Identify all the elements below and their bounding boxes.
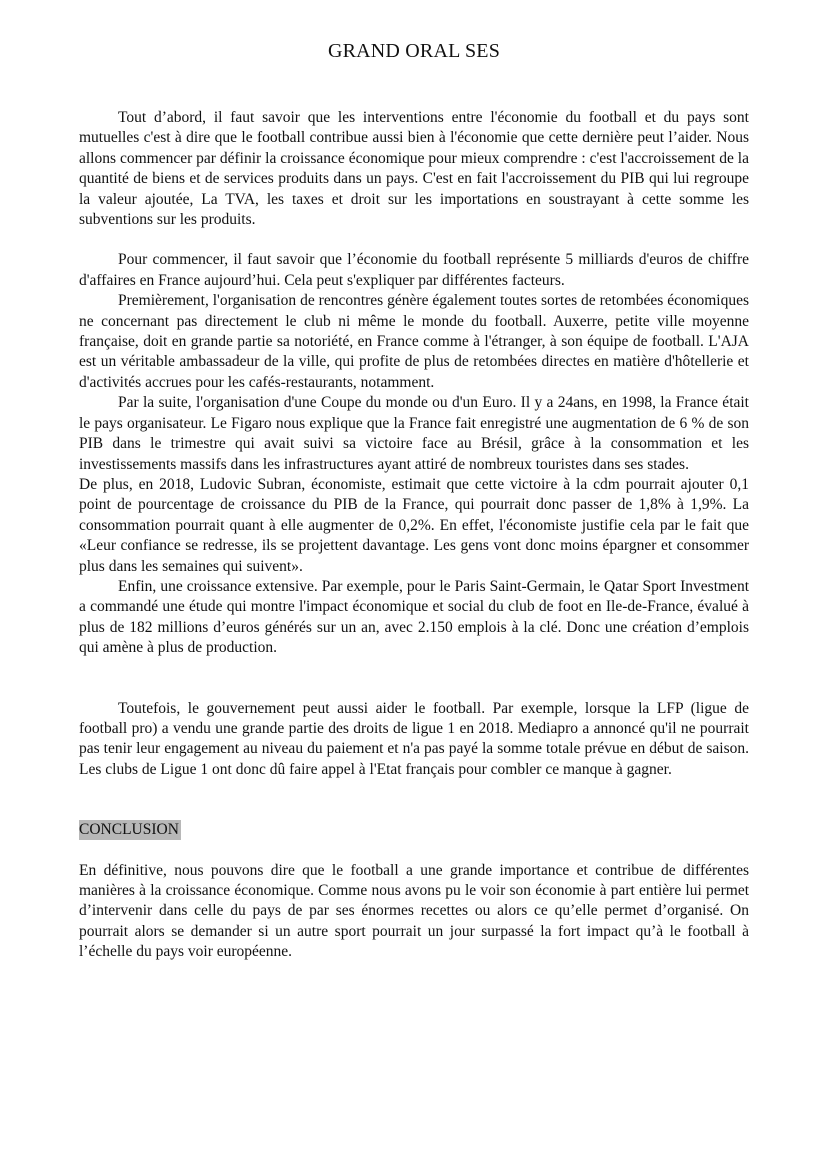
paragraph-spacer [79,780,749,820]
paragraph-toutefois: Toutefois, le gouvernement peut aussi aider le football. Par exemple, lorsque la LFP (ligue de football pro) a vendu une grande partie des droits de ligue 1 en 2018. Mediapro a annoncé qu'il ne pourrait pas tenir leur engagement au niveau du paiement et n'a pas payé la somme totale prévue en début de saison. Les clubs de Ligue 1 ont donc dû faire appel à l'Etat français pour combler ce manque à gagner. [79,699,749,778]
conclusion-heading: CONCLUSION [79,821,179,839]
paragraph-intro: Tout d’abord, il faut savoir que les interventions entre l'économie du football et du pays sont mutuelles c'est à dire que le football contribue aussi bien à l'économie que cette dernière peut l’aider. Nous allons commencer par définir la croissance économique pour mieux comprendre : c'est l'accroissement de la quantité de biens et de services produits dans un pays. C'est en fait l'accroissement du PIB qui lui regroupe la valeur ajoutée, La TVA, les taxes et droit sur les importations en soustrayant à cette somme les subventions sur les produits. [79,109,749,229]
paragraph-spacer [79,841,749,861]
document-body [79,108,749,963]
paragraph-spacer [79,659,749,699]
paragraph-enfin: Enfin, une croissance extensive. Par exemple, pour le Paris Saint-Germain, le Qatar Sport Investment a commandé une étude qui montre l'impact économique et social du club de foot en Ile-de-France, évalué à plus de 182 millions d’euros générés sur un an, avec 2.150 emplois à la clé. Donc une création d’emplois qui amène à plus de production. [79,577,749,657]
paragraph-de-plus: De plus, en 2018, Ludovic Subran, économiste, estimait que cette victoire à la cdm pourrait ajouter 0,1 point de pourcentage de croissance du PIB de la France, qui pourrait donc passer de 1,8% à 1,9%. La consommation pourrait quant à elle augmenter de 0,2%. En effet, l'économiste justifie cela par le fait que «Leur confiance se redresse, ils se projettent davantage. Les gens vont donc moins épargner et consommer plus dans les semaines qui suivent». [79,475,749,575]
paragraph-premierement: Premièrement, l'organisation de rencontres génère également toutes sortes de retombées économiques ne concernant pas directement le club ni même le monde du football. Auxerre, petite ville moyenne française, doit en grande partie sa notoriété, en France comme à l'étranger, à son équipe de football. L'AJA est un véritable ambassadeur de la ville, qui profite de plus de retombées directes en matière d'hôtellerie et d'activités accrues pour les cafés-restaurants, notamment. [79,292,749,391]
paragraph-spacer [79,230,749,250]
paragraph-pour-commencer: Pour commencer, il faut savoir que l’économie du football représente 5 milliards d'euros de chiffre d'affaires en France aujourd’hui. Cela peut s'expliquer par différentes facteurs. [79,251,749,289]
conclusion-heading-line [79,820,749,840]
paragraph-par-la-suite: Par la suite, l'organisation d'une Coupe du monde ou d'un Euro. Il y a 24ans, en 1998, la France était le pays organisateur. Le Figaro nous explique que la France fait enregistré une augmentation de 6 % de son PIB dans le trimestre qui avait suivi sa victoire face au Brésil, grâce à la consommation et les investissements massifs dans les infrastructures ayant attiré de nombreux touristes dans ses stades. [79,394,749,473]
page-title: GRAND ORAL SES [327,40,501,62]
paragraph-conclusion: En définitive, nous pouvons dire que le football a une grande importance et contribue de différentes manières à la croissance économique. Comme nous avons pu le voir son économie à part entière lui permet d’intervenir dans celle du pays de par ses énormes recettes ou alors ce qu’elle permet d’organisé. On pourrait alors se demander si un autre sport pourrait un jour surpassé la fort impact qu’à le football à l’échelle du pays voir européenne. [79,861,749,961]
